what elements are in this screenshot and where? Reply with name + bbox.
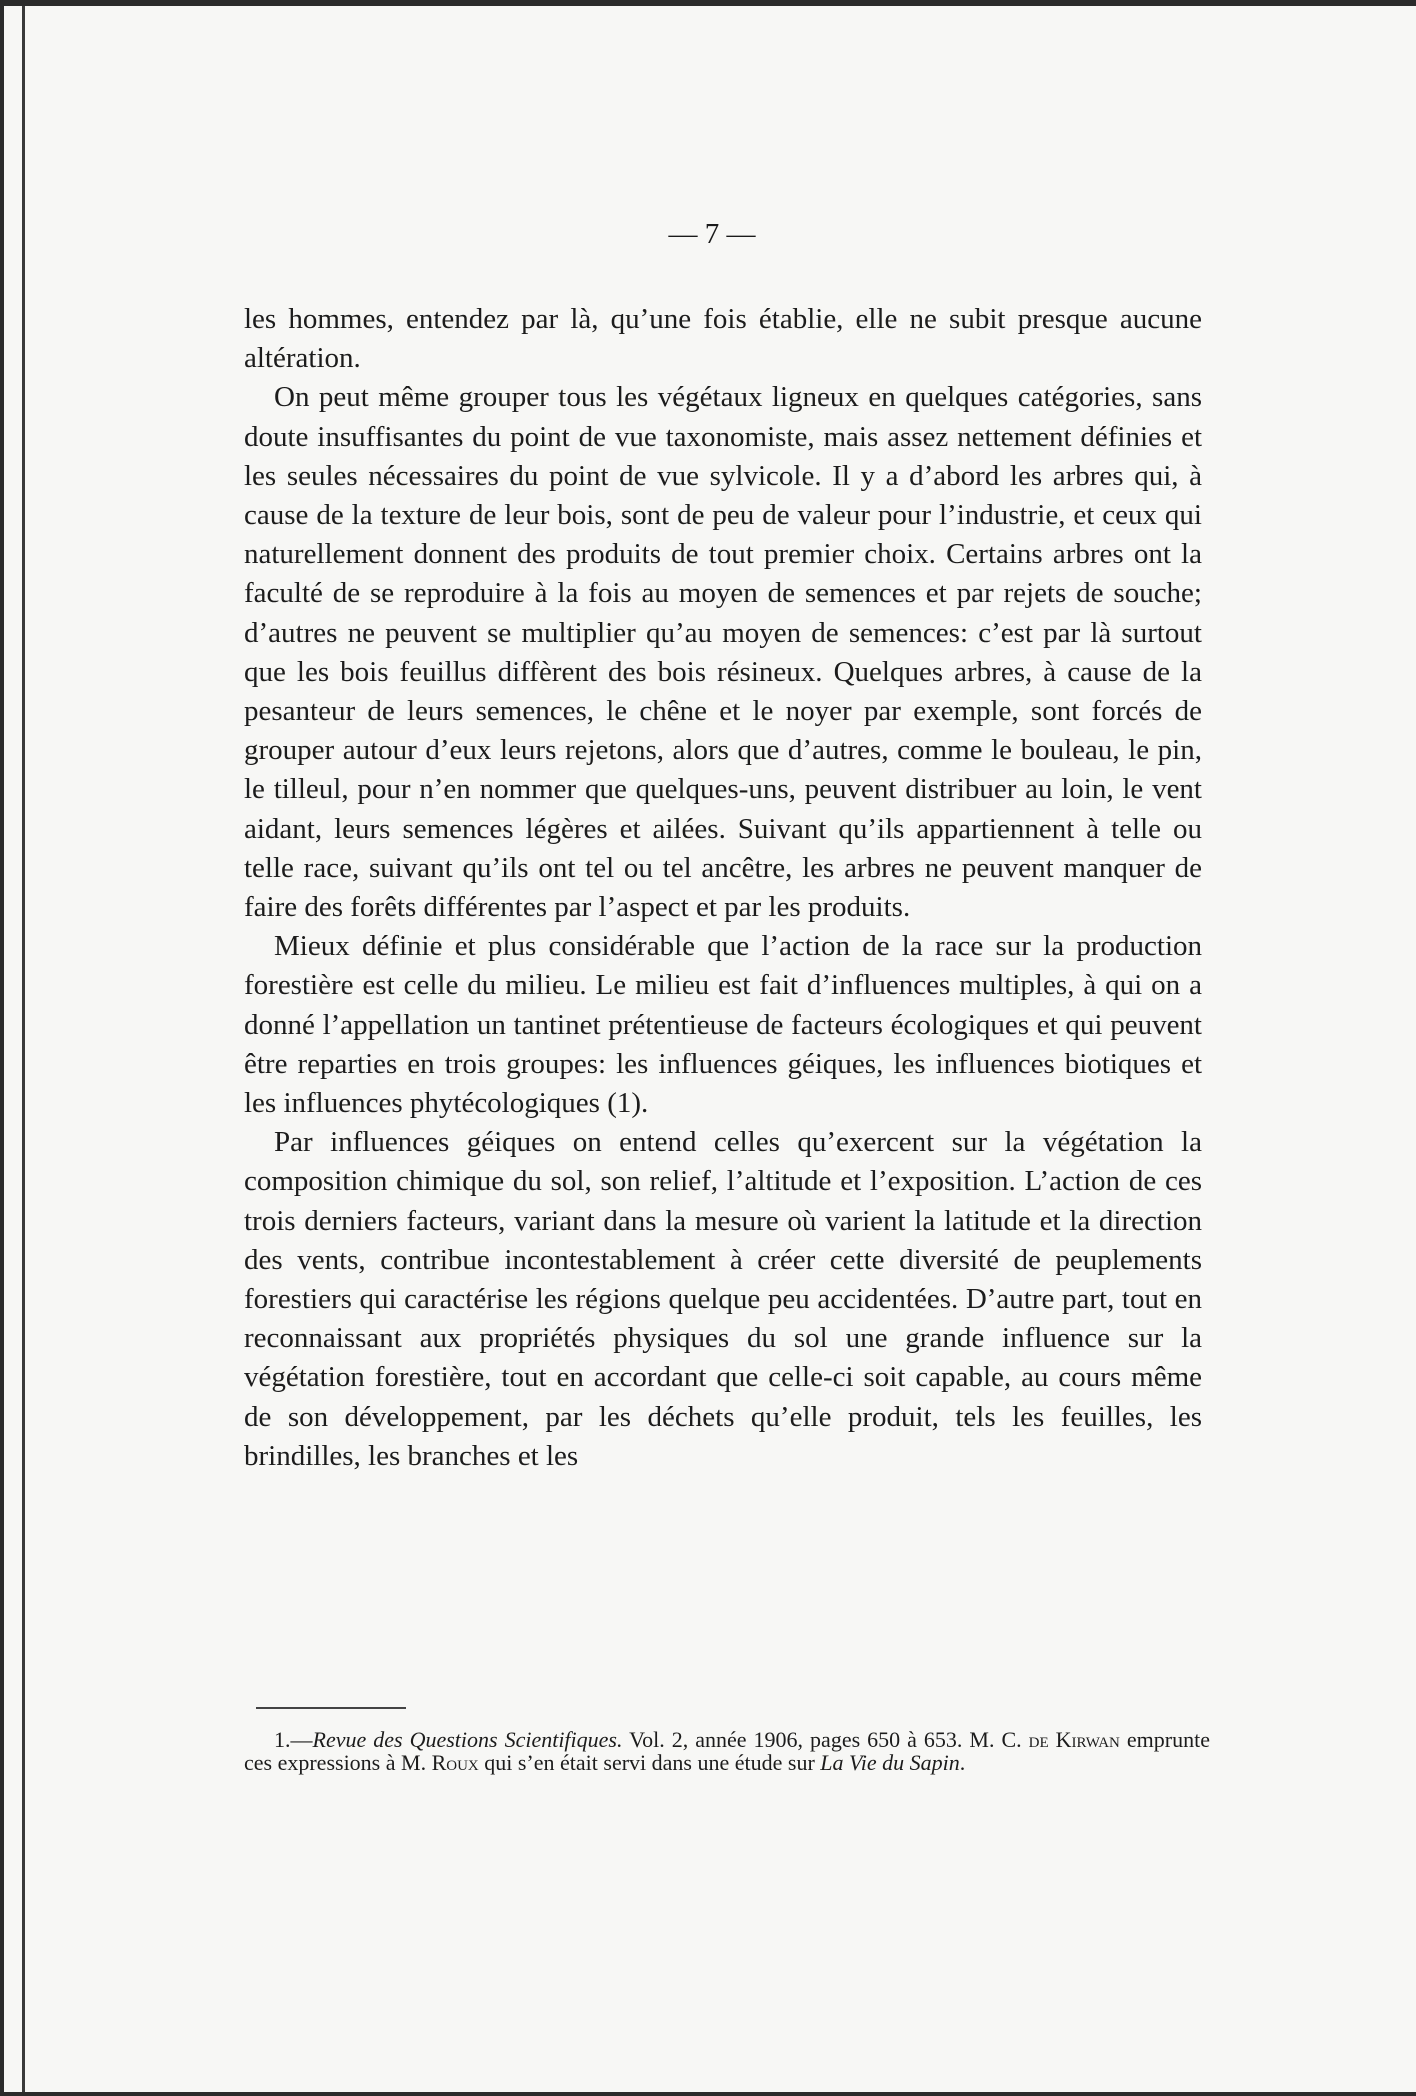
- footnote-tail: qui s’en était servi dans une étude sur: [478, 1750, 821, 1775]
- binding-edge-line: [22, 6, 25, 2096]
- paragraph-categories: On peut même grouper tous les végétaux ligneux en quelques catégories, sans doute insuffisantes du point de vue taxonomiste, mais assez nettement définies et les seules nécessaires du point de vue sylvicole. Il y a d’abord les arbres qui, à cause de la texture de leur bois, sont de peu de valeur pour l’industrie, et ceux qui naturellement donnent des produits de tout premier choix. Certains arbres ont la faculté de se reproduire à la fois au moyen de semences et par rejets de souche; d’autres ne peuvent se multiplier qu’au moyen de semences: c’est par là surtout que les bois feuillus diffèrent des bois résineux. Quelques arbres, à cause de la pesanteur de leurs semences, le chêne et le noyer par exemple, sont forcés de grouper autour d’eux leurs rejetons, alors que d’autres, comme le bouleau, le pin, le tilleul, pour n’en nommer que quelques-uns, peuvent distribuer au loin, le vent aidant, leurs semences légères et ailées. Suivant qu’ils appartiennent à telle ou telle race, suivant qu’ils ont tel ou tel ancêtre, les arbres ne peuvent manquer de faire des forêts différentes par l’aspect et par les produits.: [244, 381, 1202, 924]
- paragraph-continuation: les hommes, entendez par là, qu’une fois établie, elle ne subit presque aucune altération.: [244, 303, 1202, 375]
- footnote-author: de Kirwan: [1028, 1727, 1120, 1752]
- footnote-marker: 1.—: [274, 1727, 313, 1752]
- footnote-details: Vol. 2, année 1906, pages 650 à 653. M. C.: [622, 1727, 1029, 1752]
- footnote-journal: Revue des Questions Scientifiques.: [312, 1727, 623, 1752]
- body-text: [244, 300, 1202, 1476]
- footnote: [244, 1728, 1210, 1774]
- footnote-work: La Vie du Sapin: [820, 1750, 960, 1775]
- footnote-person: Roux: [431, 1750, 479, 1775]
- paragraph-geic-influences: Par influences géiques on entend celles qu’exercent sur la végétation la composition chimique du sol, son relief, l’altitude et l’exposition. L’action de ces trois derniers facteurs, variant dans la mesure où varient la latitude et la direction des vents, contribue incontestablement à créer cette diversité de peuplements forestiers qui caractérise les régions quelque peu accidentées. D’autre part, tout en reconnaissant aux propriétés physiques du sol une grande influence sur la végétation forestière, tout en accordant que celle-ci soit capable, au cours même de son développement, par les déchets qu’elle produit, tels les feuilles, les brindilles, les branches et les: [244, 1126, 1202, 1472]
- footnote-text: [244, 1728, 1210, 1774]
- page-number: — 7 —: [668, 218, 756, 250]
- footnote-divider: [256, 1707, 406, 1709]
- footnote-end: .: [959, 1750, 966, 1775]
- footnote-middle: emprunte ces expressions à M.: [244, 1727, 1210, 1775]
- paragraph-milieu: Mieux définie et plus considérable que l’action de la race sur la production forestière est celle du milieu. Le milieu est fait d’influences multiples, à qui on a donné l’appellation un tantinet prétentieuse de facteurs écologiques et qui peuvent être reparties en trois groupes: les influences géiques, les influences biotiques et les influences phytécologiques (1).: [244, 930, 1202, 1120]
